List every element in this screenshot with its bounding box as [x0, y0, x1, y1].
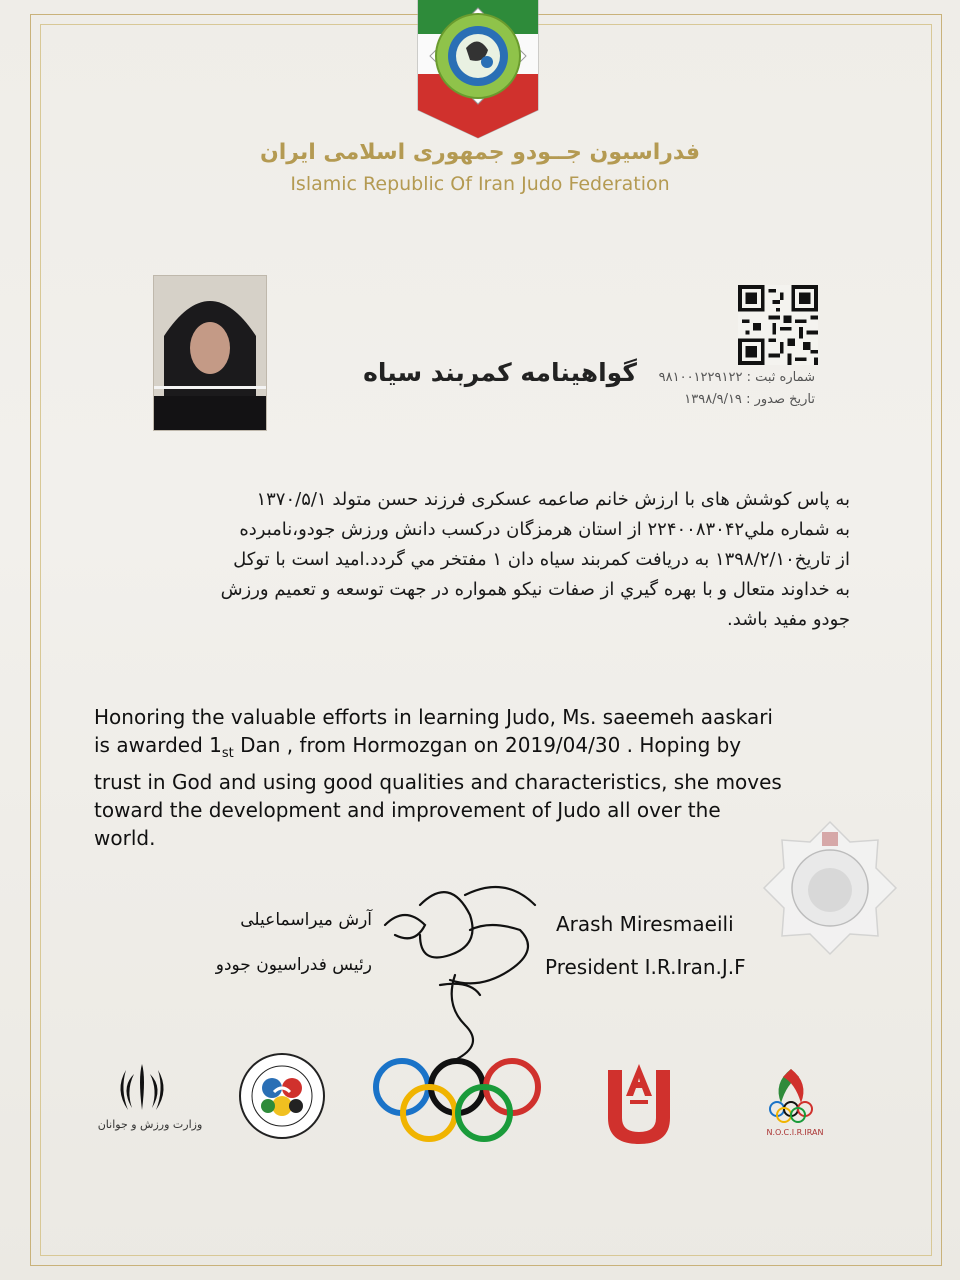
iran-emblem-icon: [112, 1060, 172, 1116]
asian-judo-union-logo: [600, 1060, 678, 1148]
registration-label: شماره ثبت :: [746, 370, 815, 385]
olympic-rings-icon: [368, 1055, 546, 1145]
federation-seal-stamp: [760, 818, 900, 958]
noc-iran-logo: [760, 1065, 822, 1127]
federation-name-en: Islamic Republic Of Iran Judo Federation: [290, 173, 670, 195]
registration-number-line: [659, 370, 815, 385]
body-en-dan-b: Dan , from Hormozgan on 2019/04/30 . Hoping by: [233, 733, 742, 757]
body-fa-line: از تاریخ۱۳۹۸/۲/۱۰ به دریافت کمربند سیاه دان ۱ مفتخر مي گردد.امید است با توکل: [233, 549, 850, 570]
body-en-line: toward the development and improvement of Judo all over the: [94, 798, 721, 822]
body-fa-line: به خداوند متعال و با بهره گيري از صفات نيكو همواره در جهت توسعه و تعميم ورزش: [220, 579, 850, 600]
body-en-line: [94, 731, 884, 768]
federation-name-fa: فدراسیون جــودو جمهوری اسلامی ایران: [259, 140, 701, 165]
body-en-dan-a: is awarded 1: [94, 733, 222, 757]
signatory-name-en: Arash Miresmaeili: [556, 912, 734, 936]
issue-date: ۱۳۹۸/۹/۱۹: [684, 392, 742, 407]
holder-portrait-photo: [153, 275, 267, 431]
body-en-line: world.: [94, 826, 156, 850]
body-en-line: trust in God and using good qualities and characteristics, she moves: [94, 770, 782, 794]
body-fa-line: به شماره ملي۲۲۴۰۰۸۳۰۴۲ از استان هرمزگان درکسب دانش ورزش جودو،نامبرده: [239, 519, 850, 540]
handwritten-signature: [360, 875, 560, 1065]
body-fa-line: به پاس کوشش های با ارزش خانم صاعمه عسکری فرزند حسن متولد ۱۳۷۰/۵/۱: [256, 489, 850, 510]
signatory-name-fa: آرش میراسماعیلی: [240, 910, 372, 930]
body-en-dan-sup: st: [221, 746, 234, 761]
issue-date-line: [684, 392, 815, 407]
certificate-title: [0, 358, 960, 387]
body-en-line: Honoring the valuable efforts in learning Judo, Ms. saeemeh aaskari: [94, 705, 773, 729]
certificate-title-text: گواهینامه کمربند سیاه: [363, 358, 637, 387]
issue-date-label: تاریخ صدور :: [746, 392, 815, 407]
signatory-title-fa: رئیس فدراسیون جودو: [215, 955, 372, 975]
certificate-body-fa: [95, 485, 850, 635]
body-fa-line: جودو مفید باشد.: [727, 609, 850, 630]
qr-code-icon: [738, 285, 818, 365]
iran-judo-federation-logo: [408, 0, 548, 140]
noc-caption: N.O.C.I.R.IRAN: [766, 1128, 824, 1137]
registration-number: ۹۸۱۰۰۱۲۲۹۱۲۲: [658, 370, 743, 385]
ministry-caption: وزارت ورزش و جوانان: [97, 1118, 203, 1131]
international-judo-federation-logo: [238, 1052, 326, 1140]
signatory-title-en: President I.R.Iran.J.F: [545, 955, 746, 979]
